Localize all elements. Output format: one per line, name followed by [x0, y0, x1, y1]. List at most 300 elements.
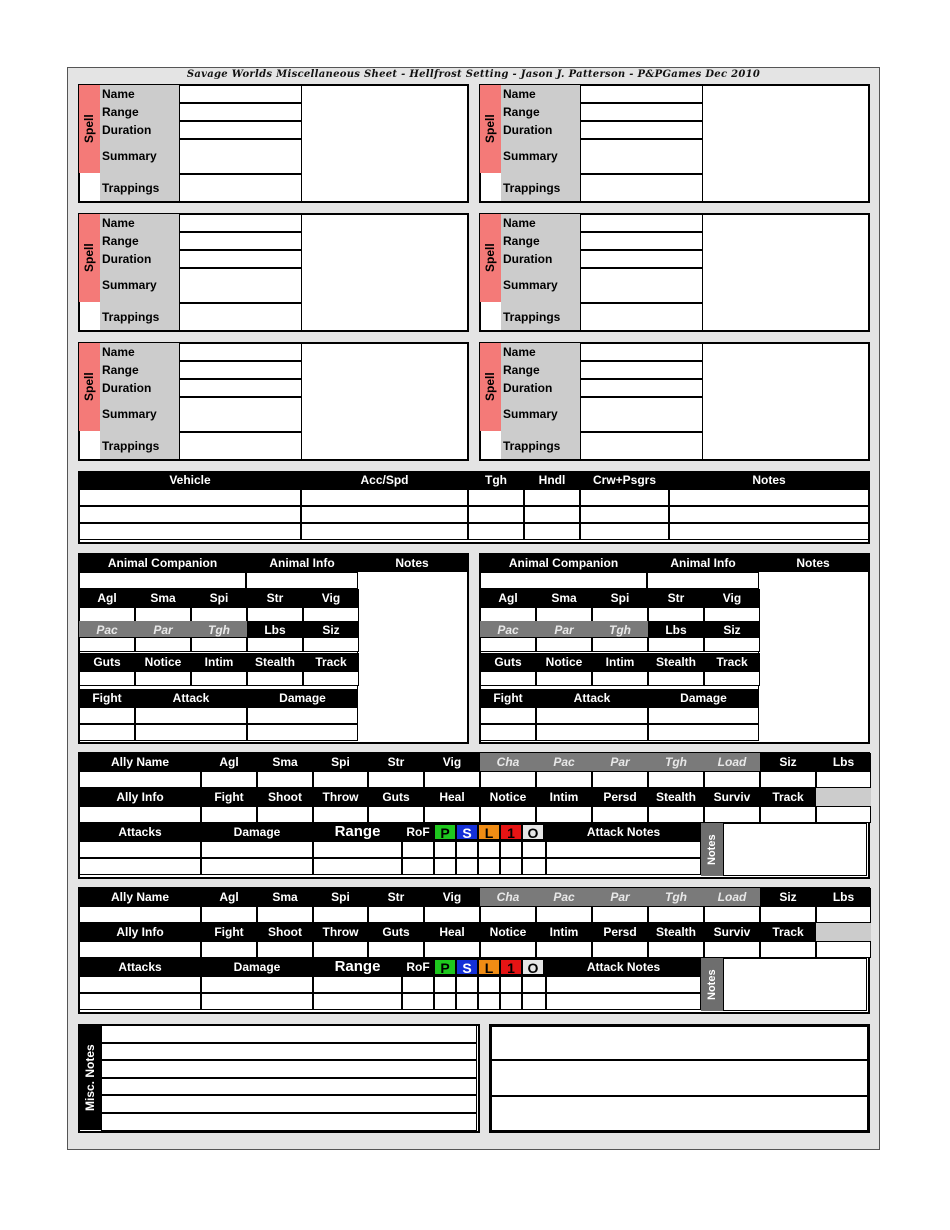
ally-rof-header: RoF	[402, 823, 434, 841]
animal-derived-header: Pac	[480, 621, 536, 639]
animal-attack-input[interactable]	[648, 724, 759, 741]
ally-attack-input[interactable]	[402, 993, 434, 1010]
animal-stat-input[interactable]	[303, 671, 359, 686]
animal-attack-input[interactable]	[536, 707, 648, 724]
animal-attack-input[interactable]	[247, 707, 358, 724]
ally-attack-input[interactable]	[201, 841, 313, 858]
spell-field-input[interactable]	[580, 232, 703, 250]
animal-stat-input[interactable]	[191, 607, 247, 622]
spell-field-input[interactable]	[179, 232, 302, 250]
ally-stat-input[interactable]	[79, 771, 201, 788]
ally-attack-input[interactable]	[478, 858, 500, 875]
spell-field-label: Duration	[102, 123, 152, 137]
animal-attr-header: Str	[648, 589, 704, 607]
spell-field-label: Range	[503, 234, 540, 248]
ally-attack-input[interactable]	[522, 841, 546, 858]
ally-skill-header: Throw	[313, 788, 368, 806]
ally-attack-input[interactable]	[500, 841, 522, 858]
animal-stat-input[interactable]	[648, 607, 704, 622]
spell-field-input[interactable]	[179, 379, 302, 397]
animal-attack-input[interactable]	[536, 724, 648, 741]
animal-attr-header: Intim	[191, 653, 247, 671]
animal-name-input[interactable]	[79, 572, 246, 589]
ally-attack-input[interactable]	[402, 841, 434, 858]
vehicle-cell[interactable]	[669, 506, 869, 523]
ally-attr-header: Siz	[760, 753, 816, 771]
range-code-4: O	[522, 824, 544, 840]
animal-attr-header: Spi	[191, 589, 247, 607]
animal-stat-input[interactable]	[303, 607, 359, 622]
ally-attack-input[interactable]	[434, 858, 456, 875]
vehicle-cell[interactable]	[669, 523, 869, 540]
ally-attack-input[interactable]	[434, 976, 456, 993]
animal-stat-input[interactable]	[191, 637, 247, 652]
animal-stat-input[interactable]	[135, 671, 191, 686]
ally-skill-input[interactable]	[201, 806, 257, 823]
spell-field-input[interactable]	[179, 432, 302, 460]
animal-derived-header: Par	[536, 621, 592, 639]
spell-field-label: Duration	[503, 252, 553, 266]
animal-stat-input[interactable]	[704, 607, 760, 622]
ally-skill-header: Shoot	[257, 923, 313, 941]
ally-stat-input[interactable]	[257, 906, 313, 923]
ally-attr-header: Agl	[201, 888, 257, 906]
misc-notes-line[interactable]	[101, 1113, 477, 1131]
animal-header: Animal Info	[647, 554, 759, 572]
spell-field-label: Trappings	[503, 439, 561, 453]
ally-stat-input[interactable]	[760, 771, 816, 788]
ally-attack-input[interactable]	[478, 976, 500, 993]
spell-field-input[interactable]	[179, 85, 302, 103]
spell-field-input[interactable]	[179, 103, 302, 121]
ally-attack-input[interactable]	[500, 976, 522, 993]
animal-stat-input[interactable]	[247, 671, 303, 686]
ally-skill-header: Persd	[592, 923, 648, 941]
misc-notes-line[interactable]	[101, 1025, 477, 1043]
ally-stat-input[interactable]	[201, 906, 257, 923]
animal-attack-header: Attack	[536, 689, 648, 707]
animal-stat-input[interactable]	[536, 637, 592, 652]
spell-field-input[interactable]	[580, 174, 703, 202]
animal-header: Notes	[358, 554, 466, 572]
animal-attack-header: Damage	[648, 689, 759, 707]
ally-skill-input[interactable]	[816, 806, 871, 823]
spell-tag-label: Spell	[483, 114, 497, 144]
animal-stat-input[interactable]	[135, 637, 191, 652]
ally-stat-input[interactable]	[536, 771, 592, 788]
ally-attack-input[interactable]	[402, 858, 434, 875]
ally-skill-input[interactable]	[257, 806, 313, 823]
animal-stat-input[interactable]	[536, 671, 592, 686]
spell-notes-area[interactable]	[302, 344, 466, 457]
ally-skill-input[interactable]	[257, 941, 313, 958]
ally-skill-header: Ally Info	[79, 923, 201, 941]
misc-right-area[interactable]	[491, 1026, 868, 1060]
spell-notes-area[interactable]	[302, 215, 466, 328]
animal-stat-input[interactable]	[592, 607, 648, 622]
ally-attack-input[interactable]	[546, 976, 701, 993]
spell-field-label: Range	[102, 363, 139, 377]
spell-field-label: Summary	[503, 407, 558, 421]
range-code-1: S	[456, 959, 478, 975]
animal-attr-header: Track	[704, 653, 760, 671]
ally-attack-header: Attacks	[79, 958, 201, 976]
ally-attack-input[interactable]	[546, 993, 701, 1010]
ally-skill-header: Surviv	[704, 923, 760, 941]
ally-stat-input[interactable]	[704, 906, 760, 923]
ally-attack-input[interactable]	[313, 841, 402, 858]
ally-attack-input[interactable]	[434, 841, 456, 858]
ally-stat-input[interactable]	[368, 906, 424, 923]
ally-attack-input[interactable]	[434, 993, 456, 1010]
spell-field-input[interactable]	[580, 214, 703, 232]
animal-stat-input[interactable]	[592, 637, 648, 652]
ally-skill-header: Heal	[424, 788, 480, 806]
ally-attack-input[interactable]	[456, 841, 478, 858]
misc-right-area[interactable]	[491, 1060, 868, 1096]
spell-field-input[interactable]	[580, 303, 703, 331]
animal-stat-input[interactable]	[247, 637, 303, 652]
spell-notes-area[interactable]	[302, 86, 466, 199]
vehicle-cell[interactable]	[468, 506, 524, 523]
spell-field-label: Range	[102, 105, 139, 119]
animal-derived-header: Par	[135, 621, 191, 639]
ally-skill-input[interactable]	[480, 941, 536, 958]
spell-field-input[interactable]	[179, 397, 302, 432]
animal-stat-input[interactable]	[704, 637, 760, 652]
ally-stat-input[interactable]	[79, 906, 201, 923]
spell-field-label: Name	[503, 345, 536, 359]
animal-header: Notes	[759, 554, 867, 572]
animal-name-input[interactable]	[480, 572, 647, 589]
spell-field-input[interactable]	[580, 139, 703, 174]
vehicle-cell[interactable]	[524, 523, 580, 540]
vehicle-cell[interactable]	[468, 523, 524, 540]
ally-skill-input[interactable]	[313, 941, 368, 958]
misc-notes-line[interactable]	[101, 1060, 477, 1078]
animal-stat-input[interactable]	[303, 637, 359, 652]
misc-notes-line[interactable]	[101, 1043, 477, 1061]
ally-attack-input[interactable]	[313, 993, 402, 1010]
animal-attr-header: Guts	[480, 653, 536, 671]
ally-skill-input[interactable]	[424, 806, 480, 823]
spell-field-label: Trappings	[503, 310, 561, 324]
spell-notes-area[interactable]	[703, 215, 867, 328]
vehicle-cell[interactable]	[524, 506, 580, 523]
animal-notes-area[interactable]	[358, 573, 466, 740]
spell-field-input[interactable]	[580, 250, 703, 268]
spell-field-label: Summary	[102, 278, 157, 292]
ally-skill-input[interactable]	[648, 941, 704, 958]
ally-attack-input[interactable]	[79, 976, 201, 993]
ally-attack-input[interactable]	[313, 976, 402, 993]
vehicle-cell[interactable]	[301, 506, 468, 523]
ally-stat-input[interactable]	[648, 906, 704, 923]
animal-stat-input[interactable]	[480, 607, 536, 622]
animal-attr-header: Guts	[79, 653, 135, 671]
animal-stat-input[interactable]	[592, 671, 648, 686]
misc-notes-line[interactable]	[101, 1095, 477, 1113]
range-code-1: S	[456, 824, 478, 840]
animal-stat-input[interactable]	[648, 671, 704, 686]
ally-stat-input[interactable]	[257, 771, 313, 788]
misc-right-area[interactable]	[491, 1096, 868, 1131]
vehicle-cell[interactable]	[468, 489, 524, 506]
ally-skill-input[interactable]	[79, 806, 201, 823]
ally-attr-header: Str	[368, 753, 424, 771]
animal-attack-input[interactable]	[135, 724, 247, 741]
spell-notes-area[interactable]	[703, 86, 867, 199]
vehicle-cell[interactable]	[79, 523, 301, 540]
animal-notes-area[interactable]	[759, 573, 867, 740]
spell-field-label: Duration	[102, 252, 152, 266]
spell-field-input[interactable]	[179, 121, 302, 139]
vehicle-header: Hndl	[524, 472, 580, 489]
animal-stat-input[interactable]	[191, 671, 247, 686]
spell-field-label: Trappings	[102, 439, 160, 453]
animal-stat-input[interactable]	[480, 671, 536, 686]
vehicle-cell[interactable]	[301, 489, 468, 506]
ally-skill-input[interactable]	[536, 806, 592, 823]
ally-attr-header: Lbs	[816, 753, 871, 771]
ally-skill-header: Track	[760, 923, 816, 941]
vehicle-cell[interactable]	[79, 489, 301, 506]
spell-field-label: Summary	[503, 149, 558, 163]
ally-attr-header: Ally Name	[79, 753, 201, 771]
vehicle-cell[interactable]	[669, 489, 869, 506]
ally-stat-input[interactable]	[313, 906, 368, 923]
spell-tag-label: Spell	[82, 372, 96, 402]
animal-stat-input[interactable]	[79, 637, 135, 652]
vehicle-cell[interactable]	[524, 489, 580, 506]
spell-field-input[interactable]	[179, 139, 302, 174]
ally-stat-input[interactable]	[760, 906, 816, 923]
animal-info-input[interactable]	[246, 572, 358, 589]
ally-stat-input[interactable]	[592, 771, 648, 788]
ally-stat-input[interactable]	[592, 906, 648, 923]
ally-skill-input[interactable]	[313, 806, 368, 823]
spell-field-label: Name	[102, 216, 135, 230]
ally-skill-input[interactable]	[704, 806, 760, 823]
ally-derived-header: Load	[704, 753, 760, 771]
spell-field-input[interactable]	[179, 214, 302, 232]
ally-skill-input[interactable]	[79, 941, 201, 958]
spell-field-input[interactable]	[580, 103, 703, 121]
animal-stat-input[interactable]	[247, 607, 303, 622]
animal-stat-input[interactable]	[79, 607, 135, 622]
ally-derived-header: Cha	[480, 888, 536, 906]
ally-skill-input[interactable]	[201, 941, 257, 958]
spell-field-label: Name	[102, 345, 135, 359]
ally-skill-input[interactable]	[424, 941, 480, 958]
animal-header: Animal Companion	[79, 554, 246, 572]
animal-attack-input[interactable]	[480, 724, 536, 741]
ally-stat-input[interactable]	[816, 771, 871, 788]
animal-attr-header: Lbs	[648, 621, 704, 639]
ally-stat-input[interactable]	[648, 771, 704, 788]
ally-attr-header: Agl	[201, 753, 257, 771]
animal-attack-input[interactable]	[135, 707, 247, 724]
ally-attack-notes-header: Attack Notes	[546, 958, 701, 976]
spell-field-input[interactable]	[580, 361, 703, 379]
ally-attack-input[interactable]	[456, 858, 478, 875]
spell-field-input[interactable]	[179, 268, 302, 303]
spell-field-label: Range	[503, 363, 540, 377]
vehicle-header: Tgh	[468, 472, 524, 489]
ally-attr-header: Sma	[257, 753, 313, 771]
spell-field-label: Name	[102, 87, 135, 101]
ally-skill-header: Surviv	[704, 788, 760, 806]
spell-field-input[interactable]	[580, 85, 703, 103]
vehicle-cell[interactable]	[580, 489, 669, 506]
animal-attack-header: Damage	[247, 689, 358, 707]
ally-attack-input[interactable]	[79, 841, 201, 858]
ally-attack-input[interactable]	[456, 976, 478, 993]
spell-field-label: Name	[503, 216, 536, 230]
ally-derived-header: Cha	[480, 753, 536, 771]
ally-attack-header: Damage	[201, 958, 313, 976]
ally-stat-input[interactable]	[424, 906, 480, 923]
ally-stat-input[interactable]	[816, 906, 871, 923]
spell-field-input[interactable]	[179, 361, 302, 379]
animal-attr-header: Spi	[592, 589, 648, 607]
spell-field-label: Trappings	[102, 310, 160, 324]
vehicle-header: Vehicle	[79, 472, 301, 489]
ally-attack-input[interactable]	[500, 993, 522, 1010]
spell-tag-label: Spell	[483, 243, 497, 273]
ally-range-header: Range	[313, 823, 402, 841]
ally-attack-input[interactable]	[500, 858, 522, 875]
ally-skill-header: Heal	[424, 923, 480, 941]
ally-attack-input[interactable]	[456, 993, 478, 1010]
ally-attack-input[interactable]	[402, 976, 434, 993]
spell-field-input[interactable]	[580, 397, 703, 432]
ally-notes-area[interactable]	[723, 823, 867, 876]
animal-attr-header: Vig	[704, 589, 760, 607]
ally-stat-input[interactable]	[536, 906, 592, 923]
ally-skill-input[interactable]	[368, 806, 424, 823]
animal-stat-input[interactable]	[480, 637, 536, 652]
animal-attack-input[interactable]	[480, 707, 536, 724]
ally-stat-input[interactable]	[368, 771, 424, 788]
ally-derived-header: Par	[592, 888, 648, 906]
ally-attack-input[interactable]	[478, 841, 500, 858]
ally-skill-input[interactable]	[368, 941, 424, 958]
ally-skill-header: Notice	[480, 923, 536, 941]
vehicle-cell[interactable]	[79, 506, 301, 523]
spell-tag-label: Spell	[82, 114, 96, 144]
spell-field-input[interactable]	[179, 343, 302, 361]
ally-skill-input[interactable]	[704, 941, 760, 958]
ally-attack-input[interactable]	[201, 858, 313, 875]
vehicle-cell[interactable]	[580, 523, 669, 540]
ally-derived-header: Tgh	[648, 888, 704, 906]
spell-field-label: Range	[503, 105, 540, 119]
ally-stat-input[interactable]	[480, 906, 536, 923]
ally-skill-input[interactable]	[592, 941, 648, 958]
ally-attack-input[interactable]	[79, 858, 201, 875]
ally-attack-input[interactable]	[79, 993, 201, 1010]
animal-stat-input[interactable]	[135, 607, 191, 622]
animal-attack-input[interactable]	[79, 724, 135, 741]
ally-attack-input[interactable]	[313, 858, 402, 875]
spell-field-input[interactable]	[580, 432, 703, 460]
animal-attack-input[interactable]	[79, 707, 135, 724]
animal-derived-header: Tgh	[592, 621, 648, 639]
ally-skill-header: Guts	[368, 788, 424, 806]
ally-skill-header: Intim	[536, 923, 592, 941]
ally-skill-input[interactable]	[592, 806, 648, 823]
ally-notes-area[interactable]	[723, 958, 867, 1011]
animal-attack-input[interactable]	[247, 724, 358, 741]
ally-stat-input[interactable]	[424, 771, 480, 788]
ally-attack-input[interactable]	[522, 858, 546, 875]
ally-derived-header: Tgh	[648, 753, 704, 771]
ally-attack-input[interactable]	[201, 976, 313, 993]
ally-attack-input[interactable]	[546, 841, 701, 858]
vehicle-header: Notes	[669, 472, 869, 489]
animal-stat-input[interactable]	[704, 671, 760, 686]
animal-attr-header: Sma	[536, 589, 592, 607]
spell-field-input[interactable]	[179, 174, 302, 202]
spell-field-input[interactable]	[580, 343, 703, 361]
ally-attack-input[interactable]	[546, 858, 701, 875]
ally-stat-input[interactable]	[201, 771, 257, 788]
ally-attr-header: Lbs	[816, 888, 871, 906]
ally-attr-header: Spi	[313, 888, 368, 906]
animal-attack-header: Attack	[135, 689, 247, 707]
ally-attack-input[interactable]	[522, 993, 546, 1010]
ally-stat-input[interactable]	[480, 771, 536, 788]
animal-stat-input[interactable]	[79, 671, 135, 686]
spell-field-input[interactable]	[580, 268, 703, 303]
ally-skill-input[interactable]	[648, 806, 704, 823]
ally-derived-header: Pac	[536, 753, 592, 771]
spell-field-input[interactable]	[580, 121, 703, 139]
misc-notes-tab: Misc. Notes	[79, 1025, 101, 1130]
ally-skill-input[interactable]	[760, 941, 816, 958]
animal-attr-header: Str	[247, 589, 303, 607]
misc-notes-line[interactable]	[101, 1078, 477, 1096]
animal-attr-header: Intim	[592, 653, 648, 671]
vehicle-cell[interactable]	[580, 506, 669, 523]
ally-skill-input[interactable]	[760, 806, 816, 823]
ally-skill-input[interactable]	[816, 941, 871, 958]
animal-info-input[interactable]	[647, 572, 759, 589]
animal-attack-input[interactable]	[648, 707, 759, 724]
ally-skill-input[interactable]	[536, 941, 592, 958]
spell-field-input[interactable]	[580, 379, 703, 397]
spell-notes-area[interactable]	[703, 344, 867, 457]
ally-stat-input[interactable]	[313, 771, 368, 788]
ally-attack-input[interactable]	[478, 993, 500, 1010]
animal-stat-input[interactable]	[536, 607, 592, 622]
animal-attr-header: Siz	[303, 621, 359, 639]
animal-stat-input[interactable]	[648, 637, 704, 652]
ally-skill-input[interactable]	[480, 806, 536, 823]
ally-attack-input[interactable]	[201, 993, 313, 1010]
ally-attack-notes-header: Attack Notes	[546, 823, 701, 841]
spell-field-input[interactable]	[179, 250, 302, 268]
animal-attr-header: Agl	[79, 589, 135, 607]
ally-stat-input[interactable]	[704, 771, 760, 788]
animal-attr-header: Notice	[135, 653, 191, 671]
ally-attr-header: Siz	[760, 888, 816, 906]
ally-skill-header: Notice	[480, 788, 536, 806]
ally-attack-input[interactable]	[522, 976, 546, 993]
vehicle-cell[interactable]	[301, 523, 468, 540]
spell-field-input[interactable]	[179, 303, 302, 331]
